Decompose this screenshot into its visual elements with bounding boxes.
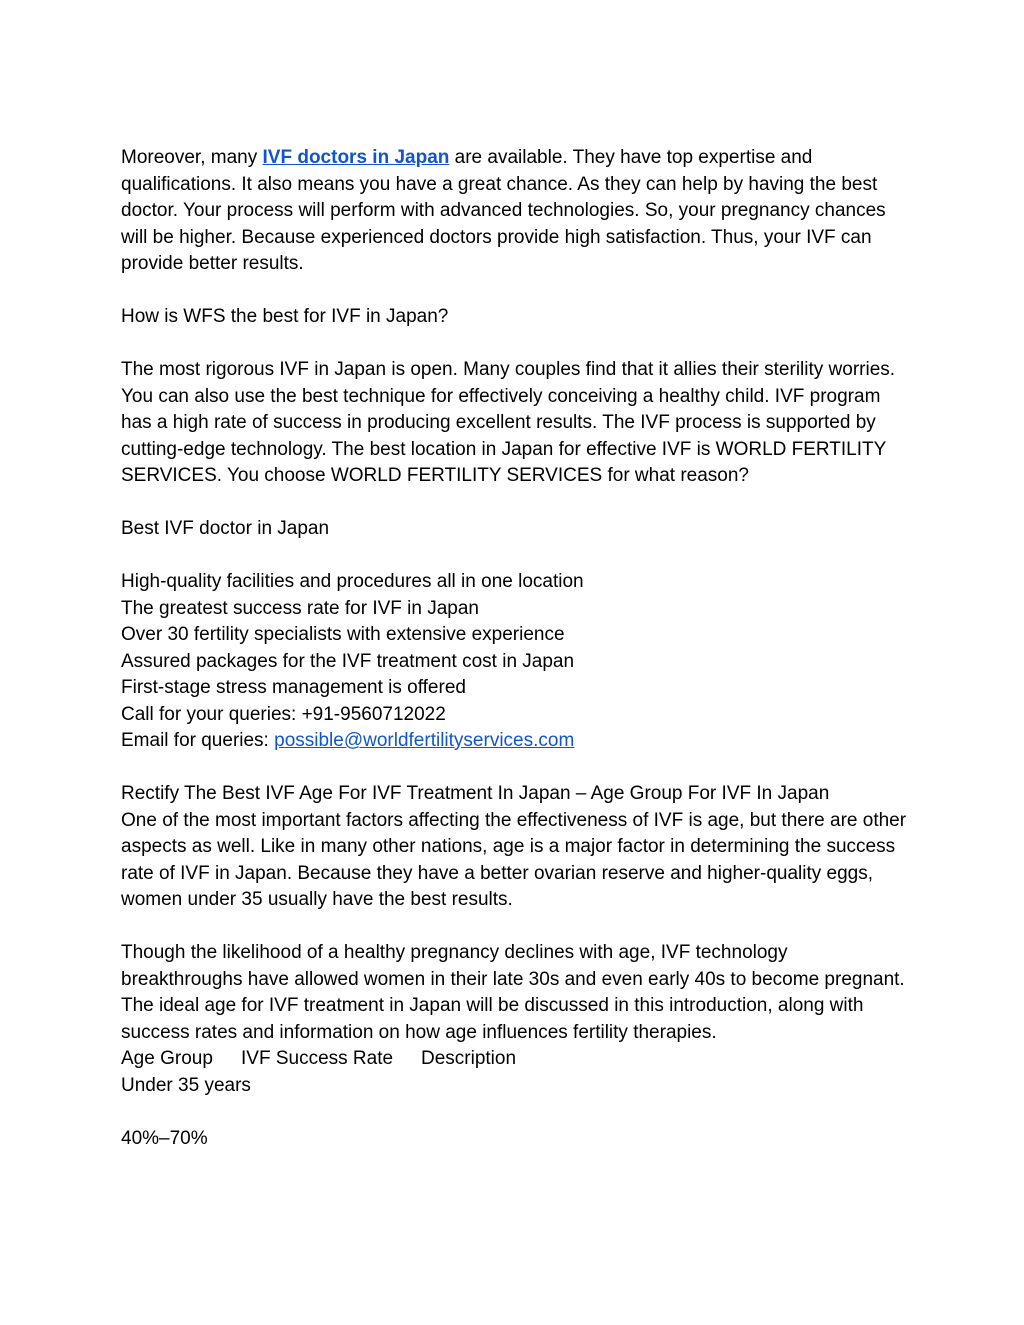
feature-item: First-stage stress management is offered [121, 677, 466, 698]
table-cell-rate: 40%–70% [121, 1127, 208, 1149]
ivf-doctors-link[interactable]: IVF doctors in Japan [262, 147, 450, 168]
table-header-description: Description [421, 1048, 517, 1069]
feature-item: Assured packages for the IVF treatment cost in Japan [121, 650, 575, 672]
email-line [121, 728, 911, 755]
paragraph-text-end: are available. They have top expertise and qualifications. It also means you have a great chance. As they can help by having the best doctor. Your process will perform with advanced technologies. So, your pregnancy chances will be higher. Because experienced doctors provide high satisfaction. Thus, your IVF can provide better results. [121, 147, 886, 274]
table-header-row [121, 1046, 911, 1073]
paragraph-text-start: Moreover, many [121, 147, 263, 168]
heading-best-doctor: Best IVF doctor in Japan [121, 518, 330, 539]
table-header-age: Age Group [121, 1048, 213, 1069]
email-link[interactable]: possible@worldfertilityservices.com [274, 730, 575, 751]
document-page [121, 145, 911, 1179]
age-section [121, 781, 911, 914]
paragraph-rigorous-ivf: The most rigorous IVF in Japan is open. Many couples find that it allies their sterility worries. You can also use the best technique for effectively conceiving a healthy child. IVF program has a high rate of success in producing excellent results. The IVF process is supported by cutting-edge technology. The best location in Japan for effective IVF is WORLD FERTILITY SERVICES. You choose WORLD FERTILITY SERVICES for what reason? [121, 359, 896, 486]
feature-item: Call for your queries: +91-9560712022 [121, 703, 446, 725]
feature-item: The greatest success rate for IVF in Japan [121, 597, 480, 619]
feature-item: High-quality facilities and procedures all in one location [121, 571, 584, 592]
paragraph-age-factors: One of the most important factors affecting the effectiveness of IVF is age, but there are other aspects as well. Like in many other nations, age is a major factor in determining the success rate of IVF in Japan. Because they have a better ovarian reserve and higher-quality eggs, women under 35 usually have the best results. [121, 809, 907, 910]
table-header-rate: IVF Success Rate [241, 1048, 394, 1069]
email-label: Email for queries: [121, 730, 275, 751]
feature-item: Over 30 fertility specialists with extensive experience [121, 624, 565, 645]
feature-list [121, 569, 911, 755]
heading-best-age: Rectify The Best IVF Age For IVF Treatment In Japan – Age Group For IVF In Japan [121, 783, 830, 804]
paragraph-age-decline: Though the likelihood of a healthy pregnancy declines with age, IVF technology breakthroughs have allowed women in their late 30s and even early 40s to become pregnant. The ideal age for IVF treatment in Japan will be discussed in this introduction, along with success rates and information on how age influences fertility therapies. [121, 942, 905, 1043]
table-cell-age: Under 35 years [121, 1074, 251, 1096]
heading-wfs-best: How is WFS the best for IVF in Japan? [121, 306, 449, 327]
paragraph-ivf-doctors [121, 145, 911, 278]
